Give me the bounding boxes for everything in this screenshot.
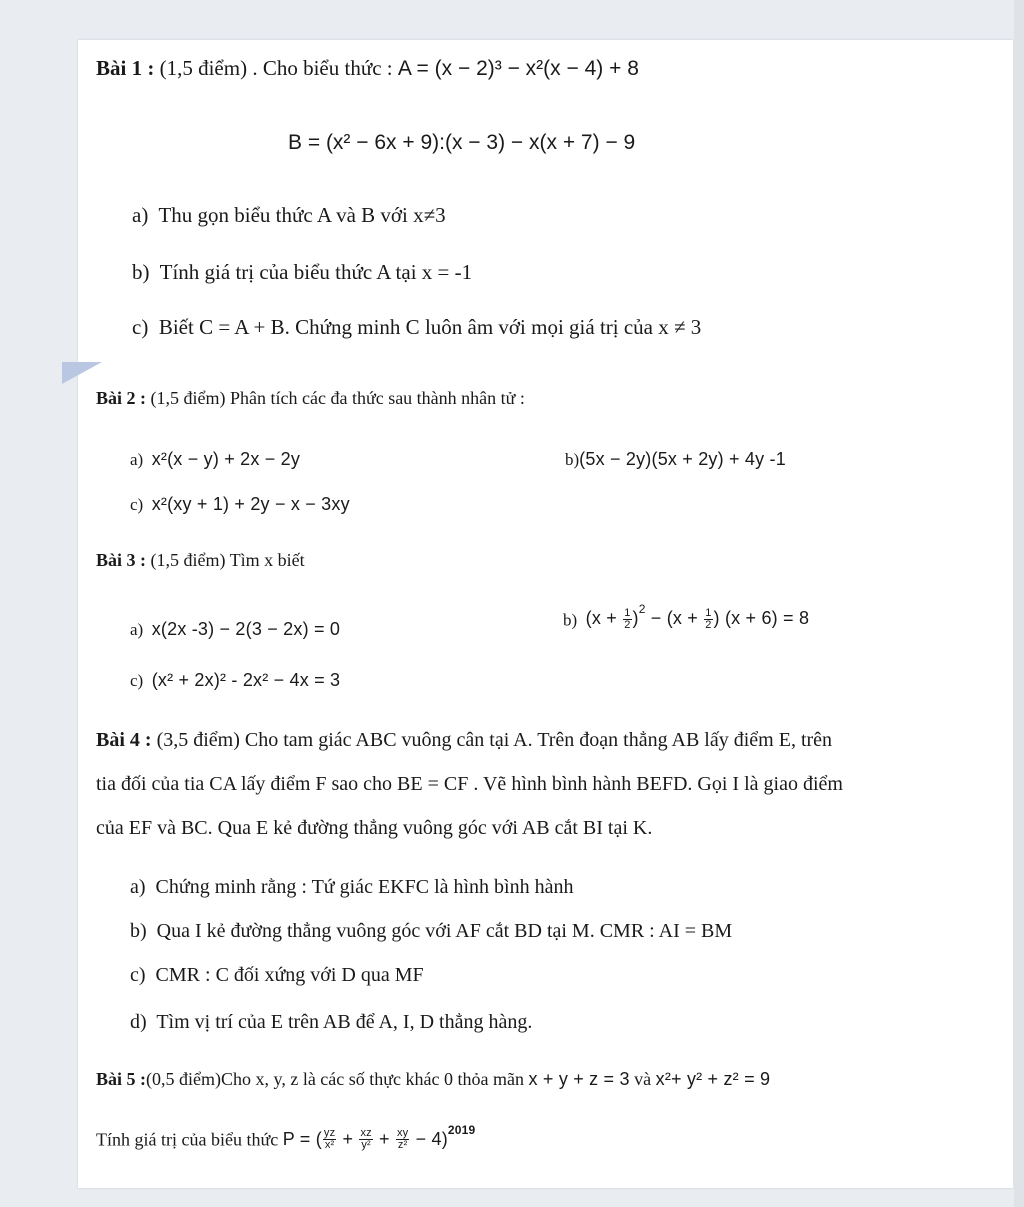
part-expression: x²(x − y) + 2x − 2y — [151, 449, 301, 469]
part-text: Biết C = A + B. Chứng minh C luôn âm với mọi giá trị của x ≠ 3 — [158, 315, 702, 339]
problem-2-title: Bài 2 : — [96, 388, 147, 408]
problem-1-part-c — [132, 315, 701, 340]
exponent-2019: 2019 — [447, 1122, 476, 1137]
problem-3-heading — [96, 550, 305, 571]
fraction-yz-x2 — [323, 1128, 336, 1151]
part-label: c) — [130, 495, 144, 514]
part-text: Tìm vị trí của E trên AB để A, I, D thẳng hàng. — [156, 1011, 533, 1033]
fraction-xz-y2 — [359, 1128, 372, 1151]
problem-2-part-b — [565, 449, 786, 470]
scrollbar-track[interactable] — [1014, 0, 1024, 1207]
part-text: CMR : C đối xứng với D qua MF — [155, 964, 424, 986]
problem-3-title: Bài 3 : — [96, 550, 147, 570]
problem-1-heading — [96, 56, 639, 81]
problem-1-part-a — [132, 203, 446, 228]
condition-sum: x + y + z = 3 — [528, 1069, 630, 1089]
problem-1-part-b — [132, 260, 472, 285]
problem-5-title: Bài 5 : — [96, 1069, 147, 1089]
fraction-denominator: 2 — [624, 619, 631, 631]
problem-2-part-c — [130, 494, 350, 515]
fraction-numerator: 1 — [705, 607, 712, 619]
part-label: b) — [563, 610, 578, 630]
problem-3-part-a — [130, 619, 340, 640]
condition-squares: x²+ y² + z² = 9 — [655, 1069, 771, 1089]
problem-4-part-b — [130, 920, 732, 943]
problem-3-part-b — [563, 602, 810, 631]
problem-2-intro: (1,5 điểm) Phân tích các đa thức sau thành nhân tử : — [146, 388, 525, 408]
problem-5-prompt: Tính giá trị của biểu thức — [96, 1129, 283, 1150]
part-label: c) — [130, 964, 146, 986]
problem-3-intro: (1,5 điểm) Tìm x biết — [146, 550, 305, 570]
problem-4-part-a — [130, 876, 574, 899]
expression-b: B = (x² − 6x + 9):(x − 3) − x(x + 7) − 9 — [288, 131, 636, 154]
expr-tail: ) (x + 6) = 8 — [713, 608, 810, 629]
part-expression: (x² + 2x)² - 2x² − 4x = 3 — [151, 670, 341, 690]
fraction-numerator: xy — [396, 1127, 409, 1140]
part-label: c) — [130, 671, 144, 690]
problem-4-line-3: của EF và BC. Qua E kẻ đường thẳng vuông góc với AB cắt BI tại K. — [96, 817, 653, 839]
part-text: Qua I kẻ đường thẳng vuông góc với AF cắt BD tại M. CMR : AI = BM — [156, 920, 733, 942]
expr-close: − 4) — [410, 1128, 448, 1149]
page-corner-marker — [62, 362, 102, 384]
fraction-denominator: x² — [324, 1139, 335, 1152]
part-label: c) — [132, 315, 149, 339]
part-label: a) — [130, 876, 146, 898]
fraction-denominator: y² — [361, 1139, 371, 1152]
problem-4-part-c — [130, 964, 424, 987]
problem-4-text: (3,5 điểm) Cho tam giác ABC vuông cân tại A. Trên đoạn thẳng AB lấy điểm E, trên — [151, 729, 833, 751]
part-label: b) — [565, 450, 580, 469]
problem-2-part-a — [130, 449, 300, 470]
part-text: Chứng minh rằng : Tứ giác EKFC là hình bình hành — [155, 876, 574, 898]
part-expression: x(2x -3) − 2(3 − 2x) = 0 — [151, 619, 341, 639]
part-label: a) — [130, 620, 144, 639]
plus-sign: + — [337, 1128, 359, 1149]
exponent: 2 — [638, 602, 646, 616]
fraction-denominator: z² — [397, 1139, 408, 1152]
part-text: Tính giá trị của biểu thức A tại x = -1 — [159, 260, 473, 284]
problem-1-title: Bài 1 : — [96, 56, 155, 80]
problem-5-intro: (0,5 điểm)Cho x, y, z là các số thực khác 0 thỏa mãn — [146, 1069, 529, 1089]
fraction-numerator: yz — [323, 1127, 336, 1140]
part-label: d) — [130, 1011, 147, 1033]
fraction-half — [623, 608, 631, 631]
conjunction: và — [629, 1069, 656, 1089]
part-label: b) — [130, 920, 147, 942]
problem-5-expression-line — [96, 1122, 476, 1152]
fraction-xy-z2 — [396, 1128, 409, 1151]
part-text: Thu gọn biểu thức A và B với x≠3 — [158, 203, 446, 227]
fraction-numerator: 1 — [624, 607, 631, 619]
fraction-numerator: xz — [360, 1127, 372, 1140]
problem-4-title: Bài 4 : — [96, 729, 152, 751]
part-label: a) — [132, 203, 149, 227]
part-label: a) — [130, 450, 144, 469]
problem-1-intro: (1,5 điểm) . Cho biểu thức : — [154, 56, 398, 80]
problem-2-heading — [96, 388, 525, 409]
problem-4-part-d — [130, 1011, 532, 1034]
problem-5-heading — [96, 1069, 770, 1090]
fraction-denominator: 2 — [705, 619, 712, 631]
expr-open: (x + — [585, 608, 623, 629]
problem-4-line-2: tia đối của tia CA lấy điểm F sao cho BE = CF . Vẽ hình bình hành BEFD. Gọi I là giao điểm — [96, 773, 843, 795]
part-expression: (5x − 2y)(5x + 2y) + 4y -1 — [579, 449, 786, 469]
fraction-half — [704, 608, 712, 631]
part-expression: x²(xy + 1) + 2y − x − 3xy — [151, 494, 350, 514]
expr-close: ) — [632, 608, 639, 629]
expr-mid: − (x + — [645, 608, 704, 629]
part-label: b) — [132, 260, 150, 284]
problem-4-line-1 — [96, 729, 832, 752]
plus-sign: + — [373, 1128, 395, 1149]
part-expression — [585, 602, 810, 631]
expression-a: A = (x − 2)³ − x²(x − 4) + 8 — [397, 57, 639, 80]
expr-open: P = ( — [282, 1128, 322, 1149]
expression-p — [282, 1122, 476, 1152]
problem-3-part-c — [130, 670, 340, 691]
